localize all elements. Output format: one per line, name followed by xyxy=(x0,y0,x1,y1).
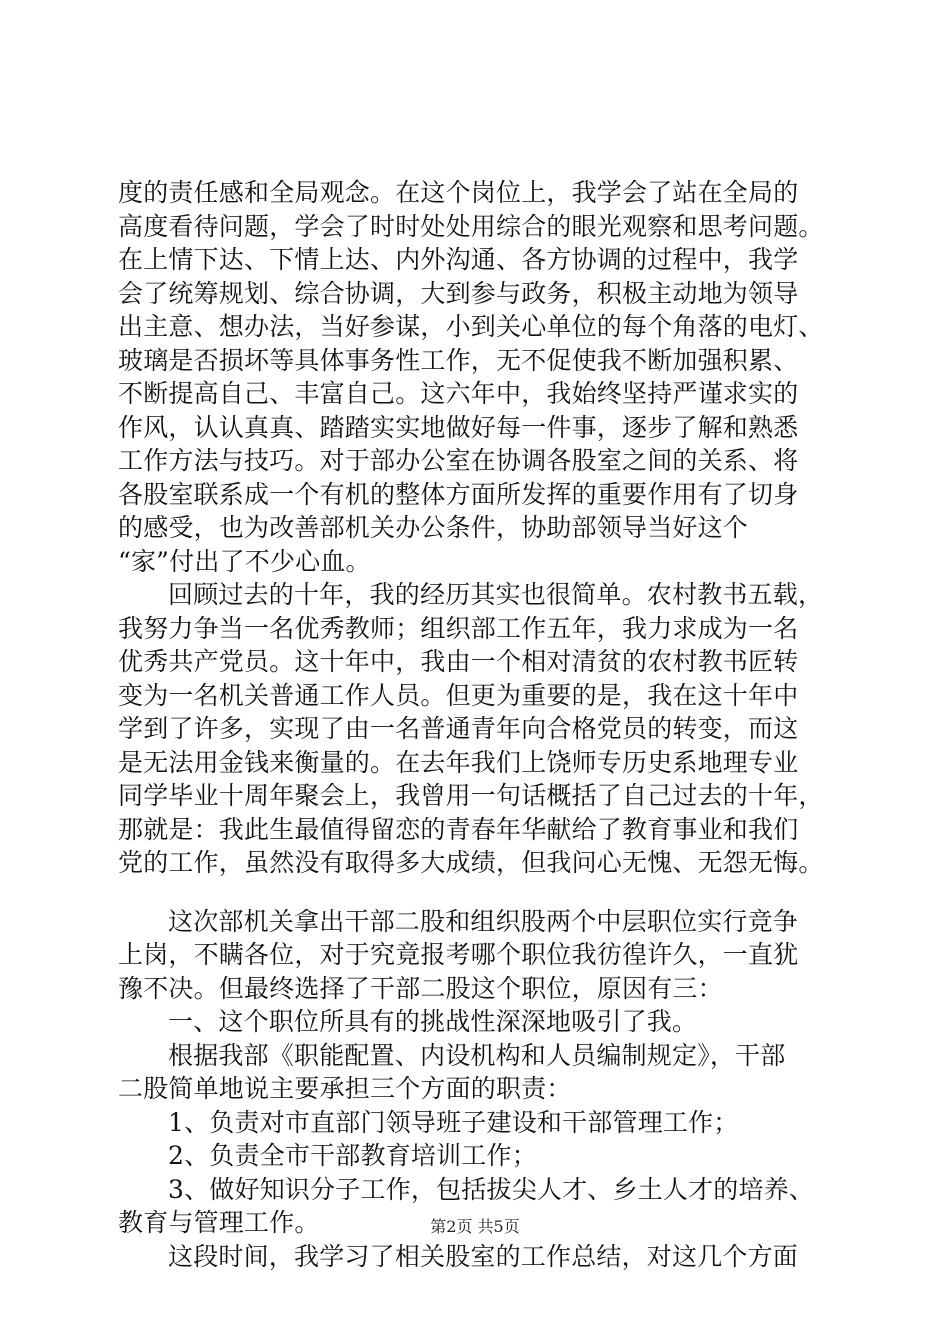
paragraph-gap xyxy=(118,880,848,905)
text-line: 学到了许多，实现了由一名普通青年向合格党员的转变，而这 xyxy=(118,714,799,743)
paragraph xyxy=(118,1039,848,1106)
document-body xyxy=(118,176,848,1273)
text-line: “家”付出了不少心血。 xyxy=(118,546,371,576)
text-line: 2、负责全市干部教育培训工作； xyxy=(168,1141,537,1170)
paragraph xyxy=(118,1005,848,1039)
text-line: 各股室联系成一个有机的整体方面所发挥的重要作用有了切身 xyxy=(118,479,799,509)
paragraph xyxy=(118,905,848,1006)
text-line: 是无法用金钱来衡量的。在去年我们上饶师专历史系地理专业 xyxy=(118,747,799,777)
paragraph xyxy=(118,176,848,578)
text-line: 这次部机关拿出干部二股和组织股两个中层职位实行竞争 xyxy=(168,906,799,936)
text-line: 高度看待问题，学会了时时处处用综合的眼光观察和思考问题。 xyxy=(118,211,824,241)
text-line: 二股简单地说主要承担三个方面的职责： xyxy=(118,1074,572,1103)
text-line: 会了统筹规划、综合协调，大到参与政务，积极主动地为领导 xyxy=(118,278,799,308)
text-line: 那就是：我此生最值得留恋的青春年华献给了教育事业和我们 xyxy=(118,814,799,844)
text-line: 党的工作，虽然没有取得多大成绩，但我问心无愧、无怨无悔。 xyxy=(118,848,824,877)
text-line: 在上情下达、下情上达、内外沟通、各方协调的过程中，我学 xyxy=(118,245,799,274)
text-line: 这段时间，我学习了相关股室的工作总结，对这几个方面 xyxy=(168,1241,799,1271)
section-heading: 一、这个职位所具有的挑战性深深地吸引了我。 xyxy=(168,1007,698,1036)
paragraph xyxy=(118,578,848,880)
list-item xyxy=(118,1139,848,1173)
paragraph xyxy=(118,1240,848,1274)
text-line: 我努力争当一名优秀教师；组织部工作五年，我力求成为一名 xyxy=(118,613,799,643)
text-line: 教育与管理工作。 xyxy=(118,1208,320,1237)
text-line: 不断提高自己、丰富自己。这六年中，我始终坚持严谨求实的 xyxy=(118,379,799,408)
text-line: 优秀共产党员。这十年中，我由一个相对清贫的农村教书匠转 xyxy=(118,647,799,676)
text-line: 上岗，不瞒各位，对于究竟报考哪个职位我彷徨许久，一直犹 xyxy=(118,940,799,969)
text-line: 工作方法与技巧。对于部办公室在协调各股室之间的关系、将 xyxy=(118,446,799,475)
text-line: 根据我部《职能配置、内设机构和人员编制规定》，干部 xyxy=(168,1040,786,1070)
text-line: 回顾过去的十年，我的经历其实也很简单。农村教书五载， xyxy=(168,580,824,609)
page-footer: 第2页 共5页 xyxy=(430,1217,520,1236)
text-line: 豫不决。但最终选择了干部二股这个职位，原因有三： xyxy=(118,973,723,1003)
text-line: 变为一名机关普通工作人员。但更为重要的是，我在这十年中 xyxy=(118,680,799,710)
text-line: 玻璃是否损坏等具体事务性工作，无不促使我不断加强积累、 xyxy=(118,345,799,375)
text-line: 出主意、想办法，当好参谋，小到关心单位的每个角落的电灯、 xyxy=(118,312,824,341)
list-item xyxy=(118,1106,848,1140)
text-line: 3、做好知识分子工作，包括拔尖人才、乡土人才的培养、 xyxy=(168,1174,815,1204)
text-line: 的感受，也为改善部机关办公条件，协助部领导当好这个 xyxy=(118,513,749,542)
text-line: 度的责任感和全局观念。在这个岗位上，我学会了站在全局的 xyxy=(118,178,799,207)
text-line: 作风，认认真真、踏踏实实地做好每一件事，逐步了解和熟悉 xyxy=(118,412,799,442)
text-line: 同学毕业十周年聚会上，我曾用一句话概括了自己过去的十年， xyxy=(118,781,824,810)
text-line: 1、负责对市直部门领导班子建设和干部管理工作； xyxy=(168,1107,739,1137)
